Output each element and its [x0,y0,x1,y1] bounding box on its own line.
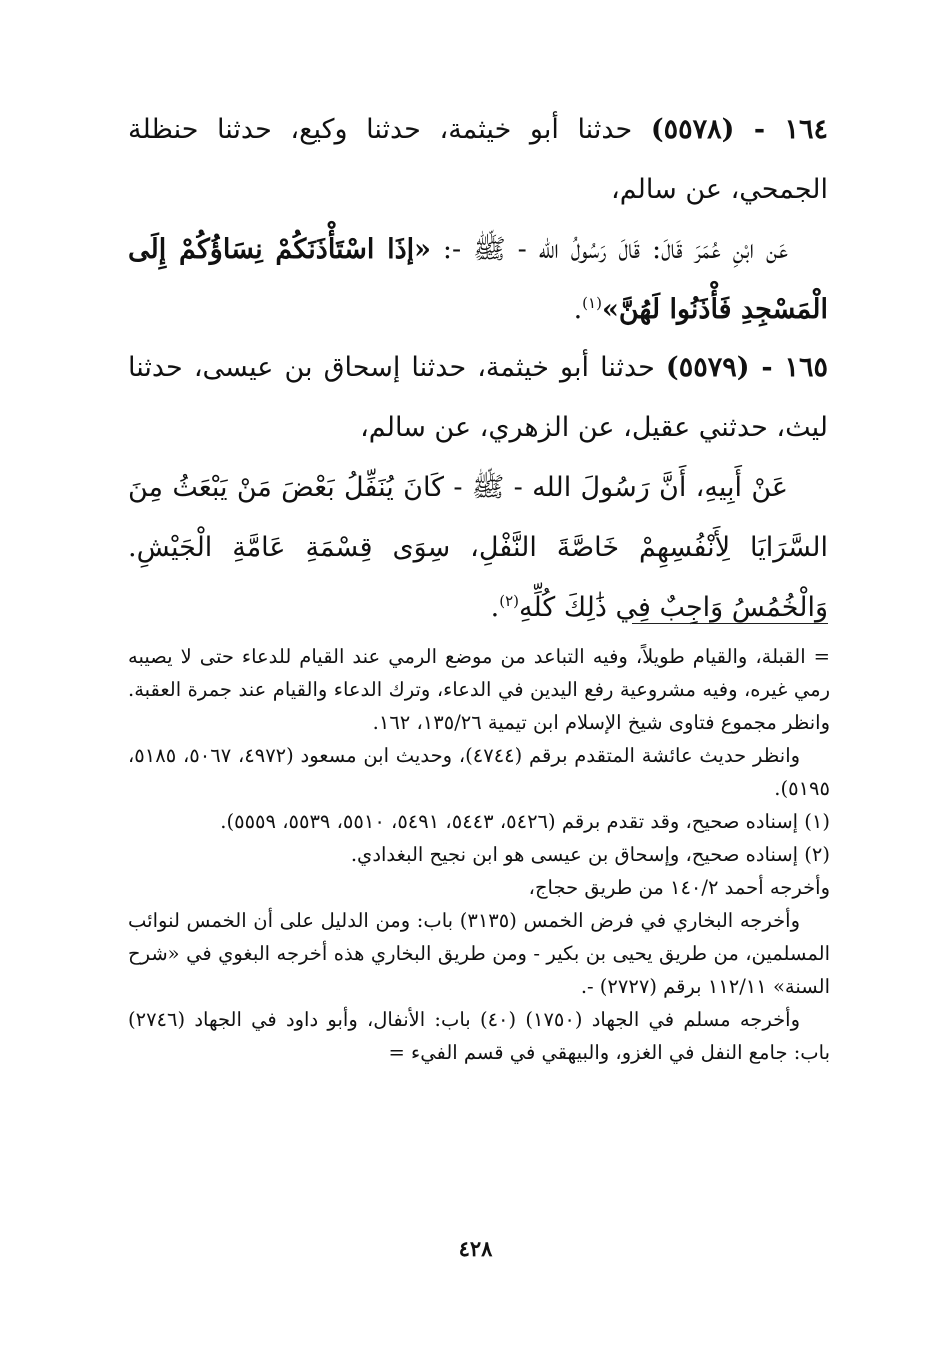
hadith-164 [128,100,828,340]
page-number: ٤٢٨ [458,1236,493,1261]
hadith-165-text [128,458,828,638]
hadith-165 [128,338,828,638]
footnote-2-muslim: وأخرجه مسلم في الجهاد (١٧٥٠) (٤٠) باب: الأنفال، وأبو داود في الجهاد (٢٧٤٦) باب: جامع النفل في الغزو، والبيهقي في قسم الفيء = [128,1008,830,1064]
footnote-2-ahmad: وأخرجه أحمد ١٤٠/٢ من طريق حجاج، [528,876,830,899]
footnote-continuation: = القبلة، والقيام طويلاً، وفيه التباعد من موضع الرمي عند القيام للدعاء حتى لا يصيبه رمي غيره، وفيه مشروعية رفع اليدين في الدعاء، وترك الدعاء والقيام عند جمرة العقبة. وانظر مجموع فتاوى شيخ الإسلام ابن تيمية ١٣٥/٢٦، ١٦٢. [128,645,830,734]
footnote-2: (٢) إسناده صحيح، وإسحاق بن عيسى هو ابن نجيح البغدادي. [350,843,830,866]
footnote-1: (١) إسناده صحيح، وقد تقدم برقم (٥٤٢٦، ٥٤٤٣، ٥٤٩١، ٥٥١٠، ٥٥٣٩، ٥٥٥٩). [220,810,830,833]
footnote-ref-2: (٢) [499,592,520,610]
hadith-165-matn: عَنْ أَبِيهِ، أَنَّ رَسُولَ الله - ﷺ - كَانَ يُنَفِّلُ بَعْضَ مَنْ يَبْعَثُ مِنَ السَّرَايَا لِأَنْفُسِهِمْ خَاصَّةَ النَّفْلِ، سِوَى قِسْمَةِ عَامَّةِ الْجَيْشِ. وَالْخُمُسُ وَاجِبٌ فِي ذَٰلِكَ كُلِّهِ [128,472,828,623]
footnote-2-bukhari: وأخرجه البخاري في فرض الخمس (٣١٣٥) باب: ومن الدليل على أن الخمس لنوائب المسلمين، من طريق يحيى بن بكير - ومن طريق البخاري هذه أخرجه البغوي في «شرح السنة» ١١٢/١١ برقم (٢٧٢٧) -. [128,909,830,998]
hadith-165-end: . [490,592,500,623]
hadith-164-text [128,220,828,340]
hadith-164-number: ١٦٤ - (٥٥٧٨) [650,114,828,145]
hadith-164-end: . [573,294,583,325]
hadith-165-number: ١٦٥ - (٥٥٧٩) [665,352,828,383]
footnote-ref-1: (١) [582,294,602,312]
hadith-164-matn: «إذَا اسْتَأْذَنَكُمْ نِسَاؤُكُمْ إِلَى الْمَسْجِدِ فَأْذَنُوا لَهُنَّ» [128,234,828,325]
footnotes [128,640,830,1069]
hadith-164-isnad-text: حدثنا أبو خيثمة، حدثنا وكيع، حدثنا حنظلة الجمحي، عن سالم، [128,114,828,205]
hadith-165-isnad [128,338,828,458]
footnote-separator [632,623,828,624]
hadith-165-isnad-text: حدثنا أبو خيثمة، حدثنا إسحاق بن عيسى، حدثنا ليث، حدثني عقيل، عن الزهري، عن سالم، [128,352,828,443]
hadith-164-narrator: عَن ابْنِ عُمَرَ قَالَ: قَالَ رَسُولُ الله - ﷺ -: [442,234,788,265]
hadith-164-isnad [128,100,828,220]
footnote-continuation-2: وانظر حديث عائشة المتقدم برقم (٤٧٤٤)، وحديث ابن مسعود (٤٩٧٢، ٥٠٦٧، ٥١٨٥، ٥١٩٥). [128,744,830,800]
